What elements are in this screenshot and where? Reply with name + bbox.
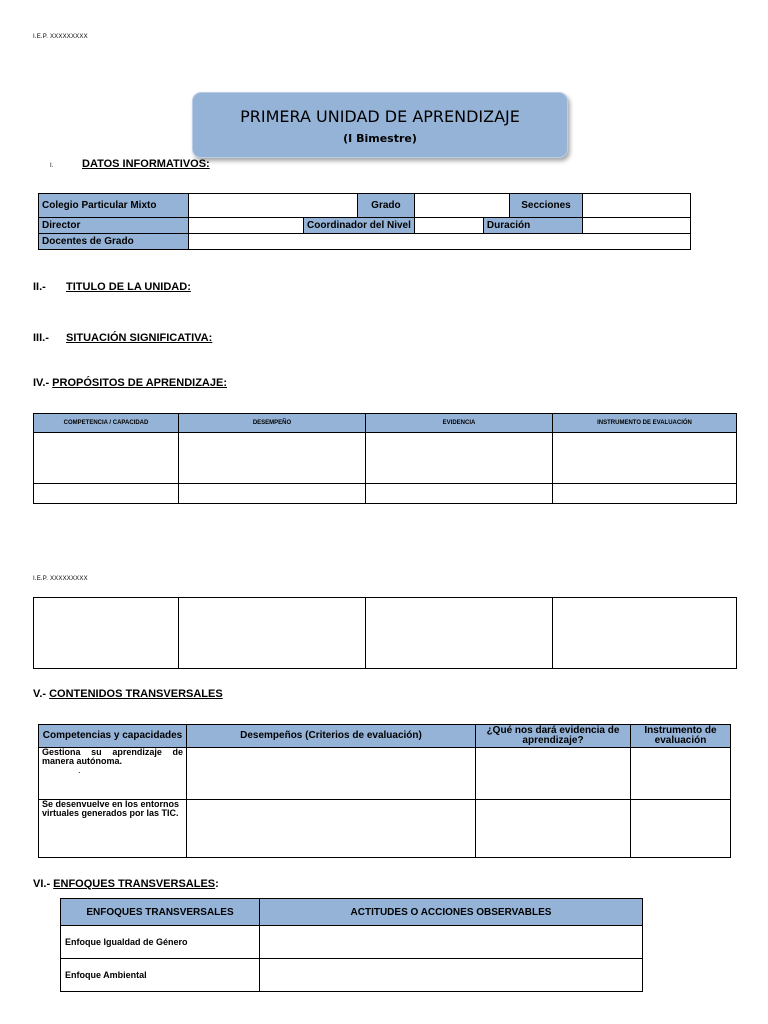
cell <box>553 433 737 484</box>
label-docentes: Docentes de Grado <box>39 234 189 250</box>
row-2-competencia: Se desenvuelve en los entornos virtuales generados por las TIC. <box>39 800 187 858</box>
header-actitudes: ACTITUDES O ACCIONES OBSERVABLES <box>260 899 643 926</box>
label-director: Director <box>39 218 189 234</box>
propositos-table-continued <box>33 597 737 669</box>
cell <box>553 484 737 504</box>
section-4-title: PROPÓSITOS DE APRENDIZAJE: <box>52 377 227 389</box>
value-colegio <box>189 194 358 218</box>
section-6-title-wrap <box>33 878 219 890</box>
label-coordinador: Coordinador del Nivel <box>304 218 415 234</box>
section-2-title: TITULO DE LA UNIDAD: <box>66 281 191 293</box>
cell <box>260 926 643 959</box>
value-grado <box>414 194 509 218</box>
cell <box>179 598 366 669</box>
cell <box>260 959 643 992</box>
header-instrumento: INSTRUMENTO DE EVALUACIÓN <box>553 414 737 433</box>
value-secciones <box>583 194 691 218</box>
label-duracion: Duración <box>483 218 582 234</box>
section-1-number: I. <box>50 163 54 169</box>
section-6-number: VI.- <box>33 878 54 890</box>
section-4-number: IV.- <box>33 377 53 389</box>
section-6-suffix: : <box>215 878 219 890</box>
cell <box>476 748 631 800</box>
header-evidencia: EVIDENCIA <box>366 414 553 433</box>
cell <box>187 800 476 858</box>
header-enfoques: ENFOQUES TRANSVERSALES <box>61 899 260 926</box>
section-4-title-wrap <box>33 377 227 389</box>
cell <box>34 484 179 504</box>
cell <box>553 598 737 669</box>
cell <box>631 748 731 800</box>
unit-title: PRIMERA UNIDAD DE APRENDIZAJE <box>240 107 520 126</box>
value-docentes <box>189 234 691 250</box>
enfoque-row-1: Enfoque Igualdad de Género <box>61 926 260 959</box>
section-5-number: V.- <box>33 688 50 700</box>
cell <box>187 748 476 800</box>
propositos-table <box>33 413 737 504</box>
cell <box>631 800 731 858</box>
section-1-title: DATOS INFORMATIVOS: <box>82 158 210 170</box>
contenidos-transversales-table <box>38 724 731 858</box>
header-competencia-capacidad: COMPETENCIA / CAPACIDAD <box>34 414 179 433</box>
enfoques-transversales-table <box>60 898 643 992</box>
section-3-number: III.- <box>33 332 49 344</box>
header-desempenos: Desempeños (Criterios de evaluación) <box>187 725 476 748</box>
datos-informativos-table <box>38 193 691 250</box>
cell <box>366 433 553 484</box>
section-2-number: II.- <box>33 281 46 293</box>
enfoque-row-2: Enfoque Ambiental <box>61 959 260 992</box>
header-desempeno: DESEMPEÑO <box>179 414 366 433</box>
cell <box>366 598 553 669</box>
cell <box>366 484 553 504</box>
cell <box>179 433 366 484</box>
institution-header-page-2: I.E.P. XXXXXXXXX <box>33 576 88 582</box>
section-5-title-wrap <box>33 688 223 700</box>
cell <box>34 598 179 669</box>
header-competencias: Competencias y capacidades <box>39 725 187 748</box>
value-duracion <box>583 218 691 234</box>
value-director <box>189 218 304 234</box>
cell <box>476 800 631 858</box>
unit-title-box <box>192 92 568 158</box>
unit-subtitle: (I Bimestre) <box>343 132 417 145</box>
cell <box>34 433 179 484</box>
section-6-title: ENFOQUES TRANSVERSALES <box>53 878 216 890</box>
institution-header: I.E.P. XXXXXXXXX <box>33 34 88 40</box>
label-secciones: Secciones <box>510 194 583 218</box>
label-grado: Grado <box>357 194 414 218</box>
cell <box>179 484 366 504</box>
row-1-note: . <box>78 765 81 775</box>
row-1-competencia <box>39 748 187 800</box>
section-5-title: CONTENIDOS TRANSVERSALES <box>49 688 223 700</box>
section-3-title: SITUACIÓN SIGNIFICATIVA: <box>66 332 213 344</box>
header-evidencia: ¿Qué nos dará evidencia de aprendizaje? <box>476 725 631 748</box>
row-1-competencia-text: Gestiona su aprendizaje de manera autónoma. <box>42 747 183 766</box>
header-instrumento: Instrumento de evaluación <box>631 725 731 748</box>
label-colegio: Colegio Particular Mixto <box>39 194 189 218</box>
value-coordinador <box>414 218 483 234</box>
